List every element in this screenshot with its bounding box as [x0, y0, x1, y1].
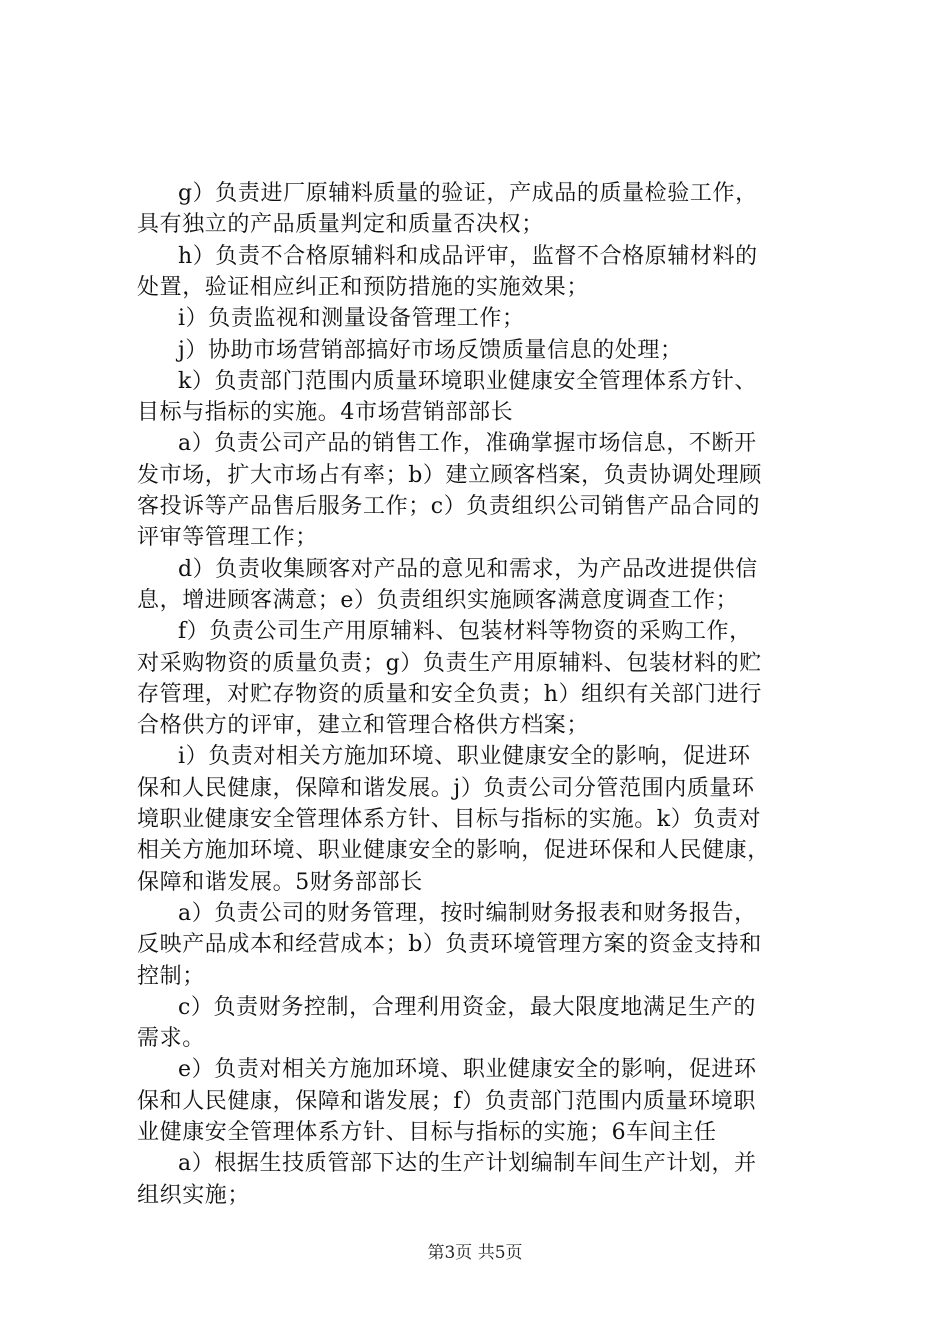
paragraph-line: 具有独立的产品质量判定和质量否决权；: [137, 212, 544, 238]
paragraph-line: 目标与指标的实施。4市场营销部部长: [137, 400, 514, 426]
paragraph-first-line: i）负责对相关方施加环境、职业健康安全的影响，促进环: [178, 744, 751, 770]
paragraph-line: 控制；: [137, 963, 205, 989]
page-footer: 第3页 共5页: [427, 1243, 523, 1263]
paragraph-first-line: f）负责公司生产用原辅料、包装材料等物资的采购工作，: [178, 619, 752, 645]
paragraph-line: 评审等管理工作；: [137, 525, 318, 551]
paragraph-line: 保和人民健康，保障和谐发展；f）负责部门范围内质量环境职: [137, 1088, 756, 1114]
paragraph-first-line: a）负责公司的财务管理，按时编制财务报表和财务报告，: [178, 900, 757, 926]
paragraph-line: 对采购物资的质量负责；g）负责生产用原辅料、包装材料的贮: [137, 650, 762, 676]
paragraph-line: 客投诉等产品售后服务工作；c）负责组织公司销售产品合同的: [137, 494, 761, 519]
paragraph-line: 处置，验证相应纠正和预防措施的实施效果；: [137, 274, 590, 300]
paragraph-first-line: a）负责公司产品的销售工作，准确掌握市场信息，不断开: [178, 431, 757, 457]
paragraph-first-line: g）负责进厂原辅料质量的验证，产成品的质量检验工作，: [178, 181, 758, 206]
paragraph-line: 合格供方的评审，建立和管理合格供方档案；: [137, 713, 590, 739]
paragraph-first-line: j）协助市场营销部搞好市场反馈质量信息的处理；: [178, 337, 683, 363]
paragraph-line: 组织实施；: [137, 1182, 251, 1208]
paragraph-line: 存管理，对贮存物资的质量和安全负责；h）组织有关部门进行: [137, 681, 762, 707]
paragraph-first-line: e）负责对相关方施加环境、职业健康安全的影响，促进环: [178, 1057, 757, 1083]
paragraph-line: 业健康安全管理体系方针、目标与指标的实施；6车间主任: [137, 1120, 717, 1145]
paragraph-line: 反映产品成本和经营成本；b）负责环境管理方案的资金支持和: [137, 932, 762, 958]
paragraph-line: 保障和谐发展。5财务部部长: [137, 869, 423, 895]
paragraph-first-line: h）负责不合格原辅料和成品评审，监督不合格原辅材料的: [178, 243, 758, 269]
paragraph-first-line: k）负责部门范围内质量环境职业健康安全管理体系方针、: [178, 368, 757, 394]
paragraph-first-line: d）负责收集顾客对产品的意见和需求，为产品改进提供信: [178, 556, 758, 582]
paragraph-line: 境职业健康安全管理体系方针、目标与指标的实施。k）负责对: [137, 807, 762, 832]
paragraph-line: 保和人民健康，保障和谐发展。j）负责公司分管范围内质量环: [137, 775, 755, 801]
paragraph-first-line: i）负责监视和测量设备管理工作；: [178, 306, 525, 332]
paragraph-first-line: c）负责财务控制，合理利用资金，最大限度地满足生产的: [178, 994, 756, 1020]
paragraph-line: 息，增进顾客满意；e）负责组织实施顾客满意度调查工作；: [137, 587, 739, 613]
paragraph-line: 相关方施加环境、职业健康安全的影响，促进环保和人民健康，: [137, 838, 770, 864]
paragraph-line: 需求。: [137, 1026, 205, 1052]
paragraph-line: 发市场，扩大市场占有率；b）建立顾客档案，负责协调处理顾: [137, 462, 762, 488]
paragraph-first-line: a）根据生技质管部下达的生产计划编制车间生产计划，并: [178, 1151, 757, 1177]
